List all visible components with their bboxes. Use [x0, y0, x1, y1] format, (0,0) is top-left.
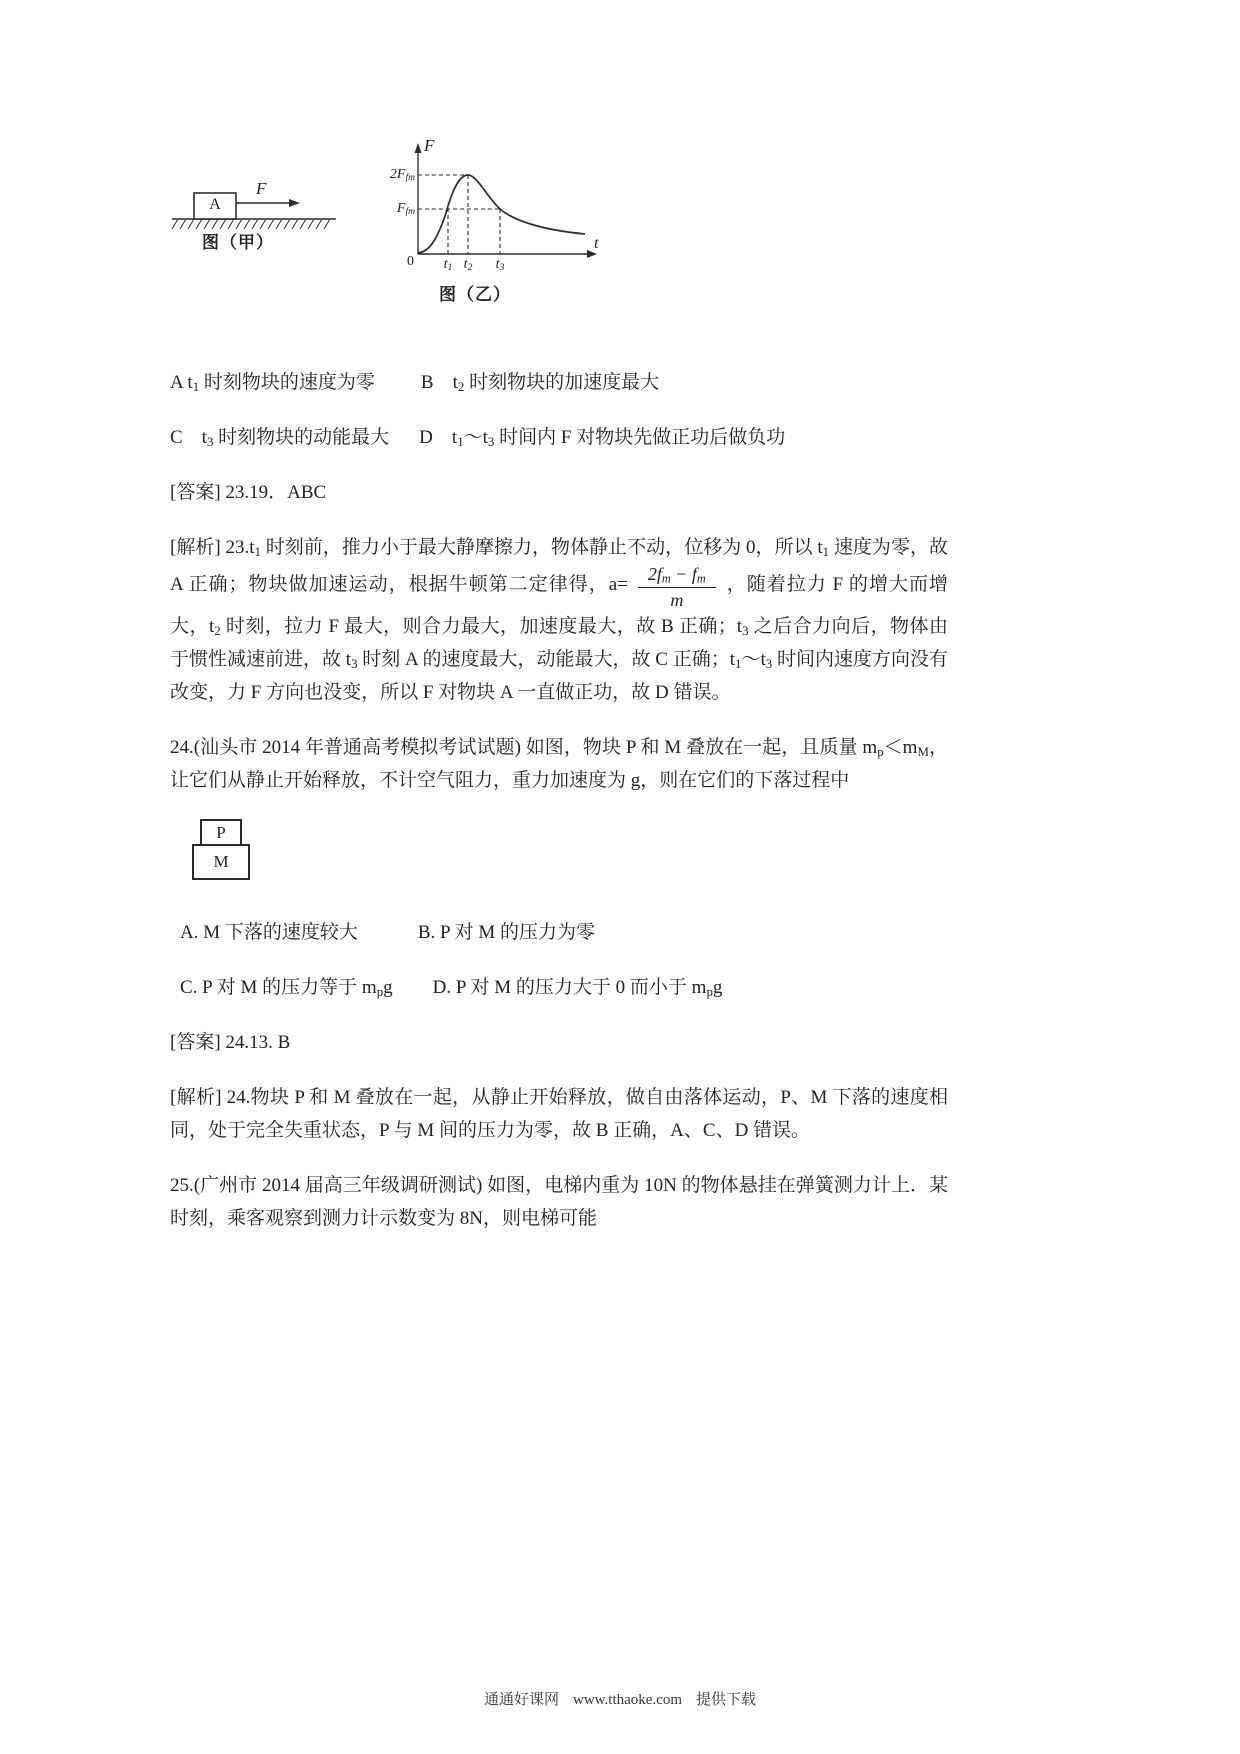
y-tick-ffm-label: $F_{fm}$ [396, 201, 415, 218]
figure-yi [389, 136, 611, 320]
fraction-denominator: m [670, 589, 684, 610]
q24-option-a: A. M 下落的速度较大 [180, 922, 358, 944]
q24-options-row-1 [170, 916, 948, 949]
q23-analysis-text-1: [解析] $23.t_1$ 时刻前，推力小于最大静摩擦力，物体静止不动，位移为 0，所以 $t_1$ 速度为零，故 A 正确；物块做加速运动，根据牛顿第二定律得，a= [170, 537, 948, 595]
origin-label: 0 [407, 254, 414, 269]
q24-options-row-2 [170, 971, 948, 1004]
block-a-label: A [209, 196, 221, 213]
q24-analysis: [解析] 24.物块 P 和 M 叠放在一起，从静止开始释放，做自由落体运动，P、M 下落的速度相同，处于完全失重状态，P 与 M 间的压力为零，故 B 正确，A、C、D 错误。 [170, 1087, 948, 1142]
y-tick-2ffm-label: $2F_{fm}$ [389, 167, 415, 184]
q24-option-d: D. P 对 M 的压力大于 0 而小于 $m_pg$ [432, 977, 723, 1000]
y-axis-label: F [424, 136, 435, 155]
block-p-label: P [216, 822, 226, 842]
t1-tick-label: $t_1$ [443, 257, 453, 274]
block-m [192, 844, 250, 880]
q23-options-row-1 [170, 366, 948, 399]
fig-yi-drawing [393, 142, 611, 274]
document-content [170, 0, 948, 1257]
fig-yi-caption: 图（乙） [439, 285, 511, 304]
t3-tick-label: $t_3$ [495, 257, 505, 274]
q23-option-d: D $t_1\sim t_3$ 时间内 F 对物块先做正功后做负功 [419, 427, 786, 449]
x-axis-label: t [594, 235, 599, 252]
q23-options-row-2 [170, 421, 948, 454]
acceleration-fraction [638, 564, 716, 610]
footer-download-suffix: 提供下载 [696, 1692, 757, 1708]
footer-url: www.tthaoke.com [573, 1692, 682, 1708]
q23-option-b: B $t_2$ 时刻物块的加速度最大 [420, 372, 660, 394]
q23-analysis [170, 531, 948, 709]
t2-tick-label: $t_2$ [463, 257, 473, 274]
q23-option-a: A $t_1$ 时刻物块的速度为零 [170, 372, 375, 394]
block-m-label: M [213, 852, 229, 872]
footer-site-name: 通通好课网 [483, 1692, 559, 1708]
q24-option-c: C. P 对 M 的压力等于 $m_pg$ [180, 977, 393, 1000]
figure-jia [170, 142, 338, 264]
q24-stem: 24.(汕头市 2014 年普通高考模拟考试试题) 如图，物块 P 和 M 叠放在一起，且质量 $m_p<m_M$，让它们从静止开始释放，不计空气阻力，重力加速度为 g，则在它们的下落过程中 [170, 737, 948, 792]
q23-analysis-text-2: ，随着拉力 F 的增大而增大，$t_2$ 时刻，拉力 F 最大，则合力最大，加速度最大，故 B 正确；$t_3$ 之后合力向后，物体由于惯性减速前进，故 $t_3$ 时刻 A 的速度最大，动能最大，故 C 正确；$t_1\sim t_3$ 时间内速度方向没有改变，力 F 方向也没变，所以 F 对物块 A 一直做正功，故 D 错误。 [170, 573, 948, 704]
q23-answer-line: [答案] 23.19．ABC [170, 482, 327, 503]
q23-figures [170, 136, 948, 320]
fig-jia-drawing [170, 142, 338, 242]
q23-option-c: C $t_3$ 时刻物块的动能最大 [170, 427, 390, 449]
q25-stem: 25.(广州市 2014 届高三年级调研测试) 如图，电梯内重为 10N 的物体悬挂在弹簧测力计上．某时刻，乘客观察到测力计示数变为 8N，则电梯可能 [170, 1175, 948, 1230]
fig-jia-caption: 图（甲） [202, 233, 274, 252]
figure-pm-blocks [192, 819, 262, 880]
q24-answer-line: [答案] 24.13. B [170, 1032, 291, 1054]
fraction-numerator: $2f_m - f_m$ [638, 564, 716, 588]
page-footer [0, 1688, 1240, 1709]
block-p [200, 819, 242, 846]
force-f-label: F [256, 179, 267, 198]
q24-option-b: B. P 对 M 的压力为零 [417, 922, 596, 944]
